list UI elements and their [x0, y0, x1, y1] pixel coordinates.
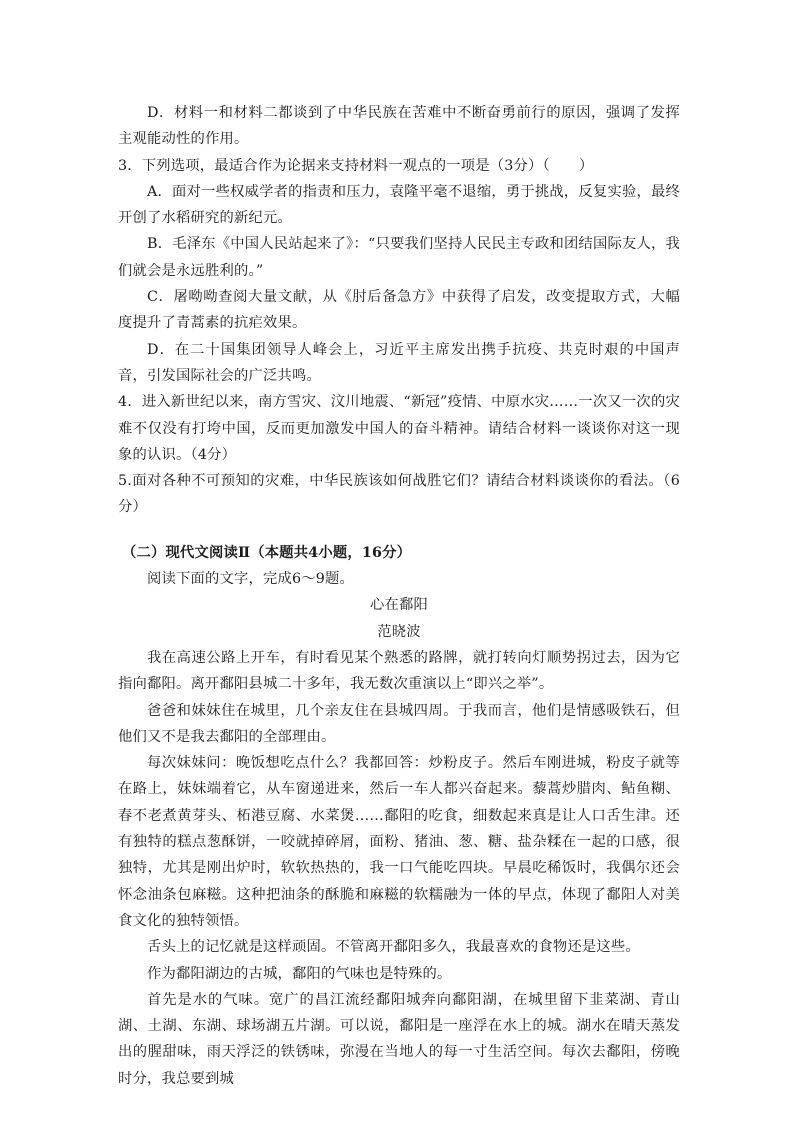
- article-paragraph: 舌头上的记忆就是这样顽固。不管离开鄱阳多久，我最喜欢的食物还是这些。: [147, 939, 640, 956]
- q2-option-d: D．材料一和材料二都谈到了中华民族在苦难中不断奋勇前行的原因，强调了发挥主观能动性的作用。: [118, 105, 680, 148]
- article-author: 范晓波: [377, 623, 421, 640]
- article-paragraph: 我在高速公路上开车，有时看见某个熟悉的路牌，就打转向灯顺势拐过去，因为它指向鄱阳。离开鄱阳县城二十多年，我无数次重演以上“即兴之举”。: [118, 649, 680, 693]
- q3-option-d: D．在二十国集团领导人峰会上，习近平主席发出携手抗疫、共克时艰的中国声音，引发国际社会的广泛共鸣。: [118, 341, 680, 384]
- article-paragraph: 爸爸和妹妹住在城里，几个亲友住在县城四周。于我而言，他们是情感吸铁石，但他们又不是我去鄱阳的全部理由。: [118, 702, 680, 745]
- reading-instruction: 阅读下面的文字，完成6～9题。: [147, 571, 355, 588]
- q3-option-a: A．面对一些权威学者的指责和压力，袁隆平毫不退缩，勇于挑战，反复实验，最终开创了水稻研究的新纪元。: [118, 183, 680, 227]
- article-paragraph: 作为鄱阳湖边的古城，鄱阳的气味也是特殊的。: [147, 965, 452, 982]
- q3-stem: 3．下列选项，最适合作为论据来支持材料一观点的一项是（3分）（ ）: [118, 157, 594, 174]
- q5-text: 5.面对各种不可预知的灾难，中华民族该如何战胜它们？请结合材料谈谈你的看法。（6分）: [118, 473, 680, 516]
- article-title: 心在鄱阳: [370, 597, 428, 614]
- article-paragraph: 每次妹妹问：晚饭想吃点什么？我都回答：炒粉皮子。然后车刚进城，粉皮子就等在路上，妹妹端着它，从车窗递进来，然后一车人都兴奋起来。藜蒿炒腊肉、鲇鱼糊、春不老煮黄芽头、柘港豆腐、水菜煲……鄱阳的吃食，细数起来真是让人口舌生津。还有独特的糕点葱酥饼，一咬就掉碎屑，面粉、猪油、葱、糖、盐杂糅在一起的口感，很独特，尤其是刚出炉时，软软热热的，我一口气能吃四块。早晨吃稀饭时，我偶尔还会怀念油条包麻糍。这种把油条的酥脆和麻糍的软糯融为一体的早点，体现了鄱阳人对美食文化的独特领悟。: [118, 755, 680, 929]
- article-paragraph: 首先是水的气味。宽广的昌江流经鄱阳城奔向鄱阳湖，在城里留下韭菜湖、青山湖、土湖、东湖、球场湖五片湖。可以说，鄱阳是一座浮在水上的城。湖水在晴天蒸发出的腥甜味，雨天浮泛的铁锈味，弥漫在当地人的每一寸生活空间。每次去鄱阳，傍晚时分，我总要到城: [118, 991, 680, 1087]
- q4-text: 4．进入新世纪以来，南方雪灾、汶川地震、“新冠”疫情、中原水灾……一次又一次的灾难不仅没有打垮中国，反而更加激发中国人的奋斗精神。请结合材料一谈谈你对这一现象的认识。（4分）: [118, 394, 680, 463]
- q3-option-b: B．毛泽东《中国人民站起来了》：“只要我们坚持人民民主专政和团结国际友人，我们就会是永远胜利的。”: [118, 236, 680, 279]
- section-title: （二）现代文阅读Ⅱ（本题共4小题，16分）: [122, 544, 412, 561]
- q3-option-c: C．屠呦呦查阅大量文献，从《肘后备急方》中获得了启发，改变提取方式，大幅度提升了青蒿素的抗疟效果。: [118, 289, 680, 332]
- document-content: [118, 100, 680, 1092]
